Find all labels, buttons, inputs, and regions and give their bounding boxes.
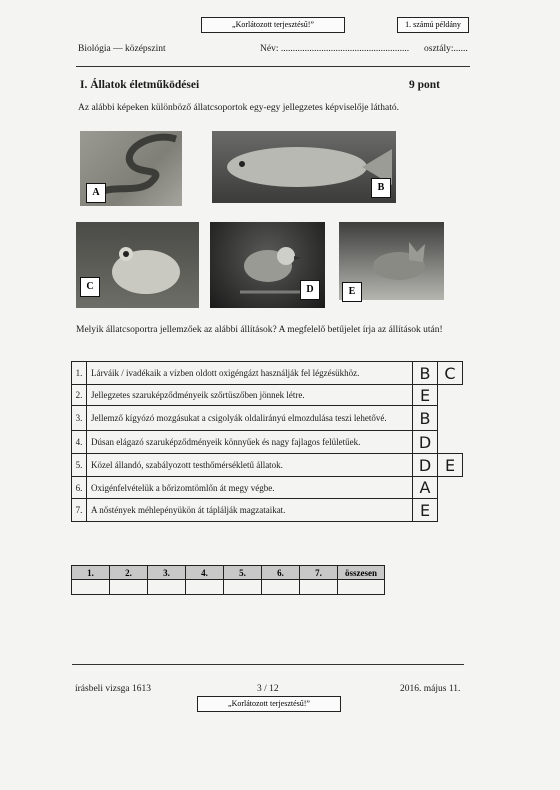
score-header: 5. [224,566,262,580]
statement-text: Közel állandó, szabályozott testhőmérsékletű állatok. [87,454,413,477]
question-text: Melyik állatcsoportra jellemzőek az alábbi állítások? A megfelelő betűjelet írja az állítások után! [76,325,443,335]
answer-cell[interactable]: A [413,477,438,499]
exam-date: 2016. május 11. [400,684,461,694]
image-label-d: D [300,280,320,300]
statement-number: 4. [72,431,87,454]
copy-number-box: 1. számú példány [397,17,469,33]
score-value-row [72,580,385,595]
score-cell[interactable] [110,580,148,595]
image-label-c: C [80,277,100,297]
score-header-total: összesen [338,566,385,580]
statement-number: 1. [72,362,87,385]
image-label-b: B [371,178,391,198]
score-header: 3. [148,566,186,580]
empty-cell [438,431,463,454]
statement-text: Oxigénfelvételük a bőrizomtömlőn át megy végbe. [87,477,413,499]
header-divider [76,66,470,67]
statement-row [72,454,463,477]
subject-label: Biológia — középszint [78,44,166,54]
statement-number: 7. [72,499,87,522]
intro-text: Az alábbi képeken különböző állatcsoportok egy-egy jellegzetes képviselője látható. [78,103,400,113]
score-cell[interactable] [72,580,110,595]
score-cell-total[interactable] [338,580,385,595]
statements-table [71,361,463,522]
section-points: 9 pont [409,79,440,91]
score-header: 2. [110,566,148,580]
footer-divider [72,664,464,665]
score-cell[interactable] [186,580,224,595]
statement-text: Jellegzetes szaruképződményeik szőrtüszőben jönnek létre. [87,385,413,406]
score-table [71,565,385,595]
class-field[interactable]: osztály:...... [424,44,468,54]
restricted-stamp: „Korlátozott terjesztésű!” [201,17,345,33]
fish-graphic [212,131,396,203]
image-b-fish [212,131,396,203]
score-header: 7. [300,566,338,580]
statement-number: 6. [72,477,87,499]
name-field[interactable]: Név: ...................................................... [260,44,410,54]
empty-cell [438,477,463,499]
score-cell[interactable] [224,580,262,595]
score-header: 6. [262,566,300,580]
answer-cell[interactable]: E [413,385,438,406]
score-cell[interactable] [300,580,338,595]
answer-cell[interactable]: E [413,499,438,522]
answer-cell[interactable]: D [413,431,438,454]
statement-row [72,362,463,385]
answer-cell[interactable]: B [413,406,438,431]
statement-row [72,431,463,454]
answer-extra-cell[interactable]: E [438,454,463,477]
exam-code: írásbeli vizsga 1613 [75,684,151,694]
statement-row [72,406,463,431]
score-header: 1. [72,566,110,580]
answer-extra-cell[interactable]: C [438,362,463,385]
empty-cell [438,406,463,431]
statement-text: Lárváik / ivadékaik a vízben oldott oxigéngázt használják fel légzésükhöz. [87,362,413,385]
image-label-e: E [342,282,362,302]
statement-number: 3. [72,406,87,431]
score-cell[interactable] [262,580,300,595]
statement-number: 2. [72,385,87,406]
score-header-row [72,566,385,580]
footer-stamp: „Korlátozott terjesztésű!” [197,696,341,712]
answer-cell[interactable]: B [413,362,438,385]
image-label-a: A [86,183,106,203]
statement-row [72,385,463,406]
section-title: I. Állatok életműködései [80,79,200,91]
statement-row [72,499,463,522]
statement-text: Jellemző kígyózó mozgásukat a csigolyák oldalirányú elmozdulása teszi lehetővé. [87,406,413,431]
statement-text: Dúsan elágazó szaruképződményeik könnyűek és nagy fajlagos felületűek. [87,431,413,454]
statement-text: A nőstények méhlepényükön át táplálják magzataikat. [87,499,413,522]
empty-cell [438,499,463,522]
statement-number: 5. [72,454,87,477]
statement-row [72,477,463,499]
page-number: 3 / 12 [257,684,279,694]
score-header: 4. [186,566,224,580]
empty-cell [438,385,463,406]
score-cell[interactable] [148,580,186,595]
answer-cell[interactable]: D [413,454,438,477]
